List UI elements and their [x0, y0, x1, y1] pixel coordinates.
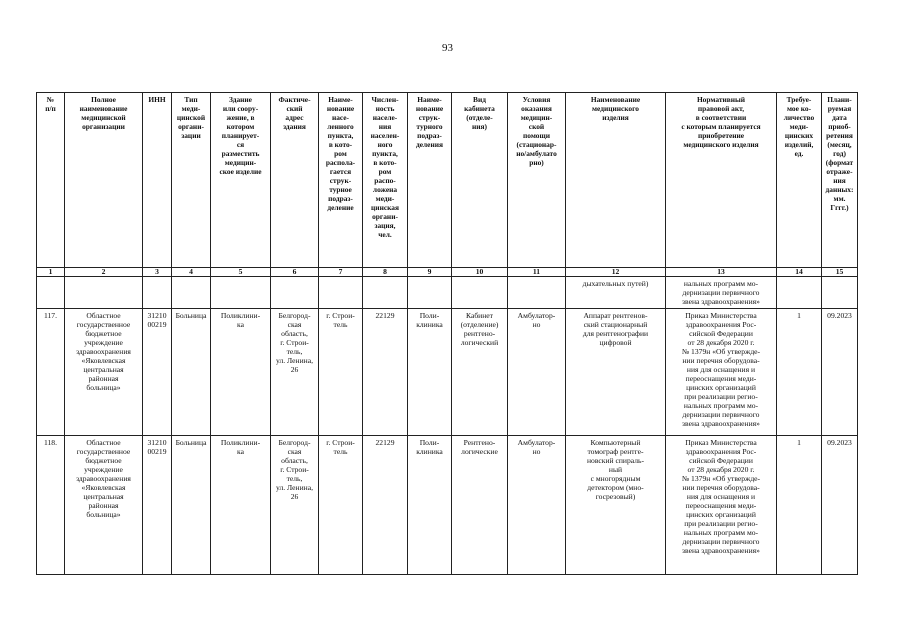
table-cell: [271, 277, 319, 309]
table-row: [37, 309, 858, 436]
device-name: Аппарат рентгенов- ский стационарный для рентгенографии цифровой: [566, 309, 666, 436]
header-cell-org-name: Полное наименование медицинской организации: [65, 93, 143, 268]
planned-date: 09.2023: [822, 436, 858, 575]
unit: Поли- клиника: [408, 309, 452, 436]
header-cell-org-type: Тип меди- цинской органи- зации: [172, 93, 211, 268]
table-cell: [777, 277, 822, 309]
header-cell-conditions: Условия оказания медицин- ской помощи (стационар- но/амбулато рно): [508, 93, 566, 268]
column-number: 7: [319, 268, 363, 277]
conditions: Амбулатор- но: [508, 436, 566, 575]
table-cell: [65, 277, 143, 309]
conditions: Амбулатор- но: [508, 309, 566, 436]
address: Белгород- ская область, г. Строи- тель, ул. Ленина, 26: [271, 309, 319, 436]
continuation-device-cell: дыхательных путей): [566, 277, 666, 309]
header-cell-population: Числен- ность населе- ния населен- ного пункта, в кото- ром распо- ложена меди- цинская органи- зация, чел.: [363, 93, 408, 268]
header-cell-settlement: Наиме- нование насе- ленного пункта, в кото- ром располa- гается струк- турное подраз- деление: [319, 93, 363, 268]
address: Белгород- ская область, г. Строи- тель, ул. Ленина, 26: [271, 436, 319, 575]
header-cell-cabinet: Вид кабинета (отделе- ния): [452, 93, 508, 268]
cabinet: Кабинет (отделение) рентгено- логический: [452, 309, 508, 436]
continuation-act-cell: нальных программ мо- дернизации первичного звена здравоохранения»: [666, 277, 777, 309]
header-row: [37, 93, 858, 268]
inn: 31210 00219: [143, 436, 172, 575]
column-number: 11: [508, 268, 566, 277]
org-type: Больница: [172, 309, 211, 436]
column-number: 8: [363, 268, 408, 277]
header-cell-building: Здание или соору- жение, в котором планирует- ся разместить медицин- ское изделие: [211, 93, 271, 268]
column-number-row: [37, 268, 858, 277]
quantity: 1: [777, 309, 822, 436]
column-number: 15: [822, 268, 858, 277]
equipment-table: [36, 92, 858, 575]
table-cell: [319, 277, 363, 309]
header-cell-inn: ИНН: [143, 93, 172, 268]
settlement: г. Строи- тель: [319, 436, 363, 575]
column-number: 2: [65, 268, 143, 277]
table-cell: [408, 277, 452, 309]
legal-act: Приказ Министерства здравоохранения Рос- сийской Федерации от 28 декабря 2020 г. № 1379н «Об утвержде- нии перечня оборудова- ния для оснащения и переоснащения меди- цинских организаций при реализации регио- нальных программ мо- дернизации первичного звена здравоохранения»: [666, 309, 777, 436]
column-number: 12: [566, 268, 666, 277]
table-cell: [452, 277, 508, 309]
header-cell-address: Фактиче- ский адрес здания: [271, 93, 319, 268]
column-number: 3: [143, 268, 172, 277]
building: Поликлини- ка: [211, 309, 271, 436]
header-cell-quantity: Требуе- мое ко- личество меди- цинских изделий, ед.: [777, 93, 822, 268]
continuation-row: [37, 277, 858, 309]
settlement: г. Строи- тель: [319, 309, 363, 436]
header-cell-unit: Наиме- нование струк- турного подраз- деления: [408, 93, 452, 268]
table-cell: [37, 277, 65, 309]
table-cell: [143, 277, 172, 309]
header-cell-number: № п/п: [37, 93, 65, 268]
header-cell-legal-act: Нормативный правовой акт, в соответствии с которым планируется приобретение медицинского изделия: [666, 93, 777, 268]
column-number: 5: [211, 268, 271, 277]
inn: 31210 00219: [143, 309, 172, 436]
table-cell: [508, 277, 566, 309]
unit: Поли- клиника: [408, 436, 452, 575]
table-cell: [363, 277, 408, 309]
org-name: Областное государственное бюджетное учреждение здравоохранения «Яковлевская центральная районная больница»: [65, 309, 143, 436]
population: 22129: [363, 436, 408, 575]
org-type: Больница: [172, 436, 211, 575]
building: Поликлини- ка: [211, 436, 271, 575]
column-number: 6: [271, 268, 319, 277]
table-cell: [211, 277, 271, 309]
cabinet: Рентгено- логические: [452, 436, 508, 575]
table-cell: [822, 277, 858, 309]
header-cell-device: Наименование медицинского изделия: [566, 93, 666, 268]
page-number: 93: [442, 42, 453, 54]
planned-date: 09.2023: [822, 309, 858, 436]
column-number: 10: [452, 268, 508, 277]
column-number: 9: [408, 268, 452, 277]
column-number: 14: [777, 268, 822, 277]
device-name: Компьютерный томограф рентге- новский спираль- ный с многорядным детектором (мно- госрезовый): [566, 436, 666, 575]
header-cell-date: Плани- руемая дата приоб- ретения (месяц, год) (формат отраже- ния данных: мм. Гггг.): [822, 93, 858, 268]
org-name: Областное государственное бюджетное учреждение здравоохранения «Яковлевская центральная районная больница»: [65, 436, 143, 575]
column-number: 4: [172, 268, 211, 277]
row-number: 118.: [37, 436, 65, 575]
population: 22129: [363, 309, 408, 436]
column-number: 1: [37, 268, 65, 277]
row-number: 117.: [37, 309, 65, 436]
table-cell: [172, 277, 211, 309]
legal-act: Приказ Министерства здравоохранения Рос- сийской Федерации от 28 декабря 2020 г. № 1379н «Об утвержде- нии перечня оборудова- ния для оснащения и переоснащения меди- цинских организаций при реализации регио- нальных программ мо- дернизации первичного звена здравоохранения»: [666, 436, 777, 575]
table-row: [37, 436, 858, 575]
column-number: 13: [666, 268, 777, 277]
quantity: 1: [777, 436, 822, 575]
